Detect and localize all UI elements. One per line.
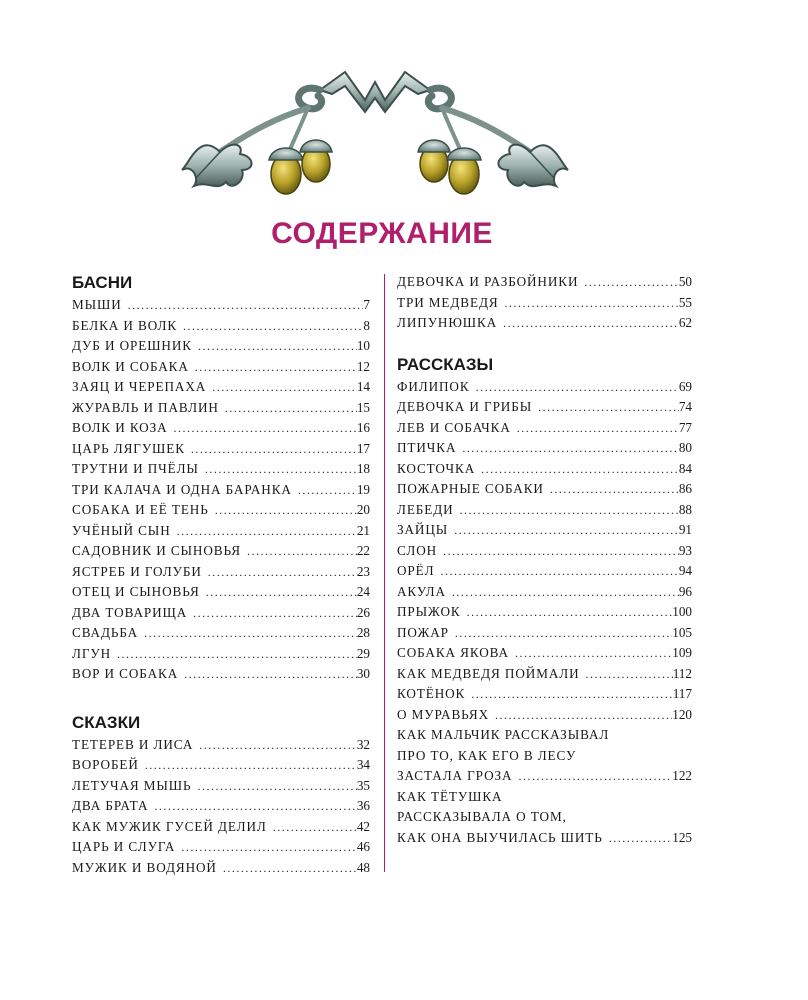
toc-entry-title: ОТЕЦ И СЫНОВЬЯ <box>72 584 200 599</box>
toc-entry-page: 100 <box>672 604 692 619</box>
dot-leader <box>223 858 357 879</box>
dot-leader <box>181 837 356 858</box>
toc-entry-title: ЛИПУНЮШКА <box>397 315 498 330</box>
toc-entry[interactable] <box>397 623 692 644</box>
toc-entry-title: ЛЕТУЧАЯ МЫШЬ <box>72 777 192 793</box>
toc-entry[interactable] <box>72 562 370 583</box>
toc-entry-title: ОРЁЛ <box>397 563 435 578</box>
toc-entry-title: ПОЖАРНЫЕ СОБАКИ <box>397 481 544 496</box>
toc-entry-title: ВОРОБЕЙ <box>72 757 139 772</box>
toc-entry-page: 125 <box>672 829 692 845</box>
dot-leader <box>215 500 357 521</box>
dot-leader <box>197 776 356 797</box>
dot-leader <box>609 828 672 849</box>
dot-leader <box>452 582 679 603</box>
toc-entry-title: ПОЖАР <box>397 624 449 640</box>
toc-entry-title: МУЖИК И ВОДЯНОЙ <box>72 859 217 875</box>
dot-leader <box>481 459 679 480</box>
toc-entry-title: ЛГУН <box>72 645 112 661</box>
toc-entry-page: 23 <box>356 563 370 579</box>
acorn-ornament-icon <box>180 52 570 202</box>
toc-entry-page: 17 <box>356 440 370 456</box>
dot-leader <box>212 377 357 398</box>
column-divider <box>384 274 385 872</box>
dot-leader <box>144 623 357 644</box>
section-heading-stories: РАССКАЗЫ <box>397 354 494 374</box>
toc-entry-title: САДОВНИК И СЫНОВЬЯ <box>72 543 241 558</box>
dot-leader <box>471 684 672 705</box>
toc-entry[interactable] <box>72 603 370 624</box>
toc-entry-title: МЫШИ <box>72 297 122 312</box>
toc-entry-title: О МУРАВЬЯХ <box>397 706 490 722</box>
toc-entry-page: 29 <box>356 645 370 661</box>
toc-entry-title: ЛЕБЕДИ <box>397 501 454 517</box>
toc-entry-title: УЧЁНЫЙ СЫН <box>72 522 171 538</box>
dot-leader <box>117 644 357 665</box>
dot-leader <box>538 397 679 418</box>
toc-entry-multiline[interactable] <box>397 787 692 849</box>
toc-entry[interactable] <box>72 357 370 378</box>
toc-entry-page: 7 <box>363 297 370 312</box>
dot-leader <box>225 398 357 419</box>
toc-entry-title: ДЕВОЧКА И ГРИБЫ <box>397 399 533 414</box>
toc-entry[interactable] <box>72 664 370 685</box>
dot-leader <box>517 418 679 439</box>
toc-entry-page: 120 <box>672 706 692 722</box>
toc-entry-title: СВАДЬБА <box>72 625 139 640</box>
toc-entry-title: ФИЛИПОК <box>397 378 470 394</box>
toc-entry-title: СОБАКА ЯКОВА <box>397 645 509 660</box>
toc-entry-page: 112 <box>672 665 692 681</box>
toc-entry-page: 18 <box>356 461 370 476</box>
toc-entry[interactable] <box>72 398 370 419</box>
section-heading-tales: СКАЗКИ <box>72 712 141 732</box>
toc-entry-page: 30 <box>356 666 370 681</box>
toc-entry[interactable] <box>72 817 370 838</box>
toc-entry[interactable] <box>72 336 370 357</box>
toc-entry[interactable] <box>72 837 370 858</box>
dot-leader <box>195 357 357 378</box>
toc-entry[interactable] <box>397 582 692 603</box>
dot-leader <box>550 479 679 500</box>
toc-entry[interactable] <box>72 644 370 665</box>
toc-entry-title: ЖУРАВЛЬ И ПАВЛИН <box>72 399 219 415</box>
toc-entry[interactable] <box>72 500 370 521</box>
dot-leader <box>183 316 363 337</box>
toc-entry-page: 36 <box>356 798 370 813</box>
page-title: СОДЕРЖАНИЕ <box>271 217 493 250</box>
toc-entry[interactable] <box>72 316 370 337</box>
stories-multiline-list <box>397 725 692 848</box>
toc-entry[interactable] <box>72 755 370 776</box>
toc-entry-title: ВОР И СОБАКА <box>72 666 179 681</box>
dot-leader <box>515 643 672 664</box>
toc-entry-page: 91 <box>678 522 692 537</box>
toc-entry[interactable] <box>397 684 692 705</box>
dot-leader <box>503 313 679 334</box>
dot-leader <box>467 602 673 623</box>
toc-entry-title: ЯСТРЕБ И ГОЛУБИ <box>72 563 202 579</box>
toc-entry-title: СОБАКА И ЕЁ ТЕНЬ <box>72 502 209 517</box>
toc-entry-title: КАК ОНА ВЫУЧИЛАСЬ ШИТЬ <box>397 829 603 845</box>
toc-entry[interactable] <box>72 796 370 817</box>
toc-entry-page: 21 <box>356 522 370 538</box>
dot-leader <box>460 500 679 521</box>
toc-entry[interactable] <box>72 582 370 603</box>
toc-entry-page: 62 <box>678 315 692 330</box>
toc-entry-multiline[interactable] <box>397 725 692 787</box>
tales-continued-list <box>397 272 692 334</box>
dot-leader <box>518 766 672 787</box>
toc-entry-page: 96 <box>678 583 692 599</box>
toc-entry-title: ЗАСТАЛА ГРОЗА <box>397 768 513 783</box>
dot-leader <box>191 439 357 460</box>
toc-entry-page: 20 <box>356 502 370 517</box>
toc-entry-title-line: РАССКАЗЫВАЛА О ТОМ, <box>397 809 567 824</box>
dot-leader <box>193 603 357 624</box>
toc-entry-page: 10 <box>356 338 370 353</box>
dot-leader <box>476 377 679 398</box>
dot-leader <box>298 480 357 501</box>
toc-entry[interactable] <box>72 623 370 644</box>
toc-entry-page: 46 <box>356 839 370 854</box>
toc-entry-page: 12 <box>356 358 370 374</box>
toc-entry-page: 32 <box>356 736 370 752</box>
toc-entry-page: 84 <box>678 460 692 476</box>
toc-entry[interactable] <box>72 295 370 316</box>
toc-entry-page: 48 <box>356 859 370 875</box>
dot-leader <box>455 623 672 644</box>
dot-leader <box>177 521 357 542</box>
toc-entry[interactable] <box>72 480 370 501</box>
toc-entry[interactable] <box>397 828 692 849</box>
toc-entry-page: 69 <box>678 378 692 394</box>
toc-entry-title: ДУБ И ОРЕШНИК <box>72 338 192 353</box>
toc-entry[interactable] <box>72 858 370 879</box>
toc-entry-page: 77 <box>678 419 692 435</box>
toc-entry-title: ВОЛК И КОЗА <box>72 420 168 435</box>
toc-entry-page: 26 <box>356 604 370 620</box>
toc-entry-page: 86 <box>678 481 692 496</box>
toc-entry-title: СЛОН <box>397 542 438 558</box>
stories-list <box>397 377 692 726</box>
toc-column-right <box>397 272 692 848</box>
toc-entry-page: 28 <box>356 625 370 640</box>
toc-entry-page: 16 <box>356 420 370 435</box>
toc-entry[interactable] <box>397 766 692 787</box>
toc-entry[interactable] <box>397 459 692 480</box>
toc-entry-title: ЗАЯЦ И ЧЕРЕПАХА <box>72 379 207 394</box>
toc-entry-page: 14 <box>356 379 370 394</box>
toc-entry-page: 34 <box>356 757 370 772</box>
toc-entry-title: КОТЁНОК <box>397 686 466 701</box>
section-heading-fables: БАСНИ <box>72 273 133 292</box>
toc-entry[interactable] <box>397 293 692 314</box>
toc-entry[interactable] <box>397 602 692 623</box>
toc-entry-title: ПРЫЖОК <box>397 604 461 619</box>
toc-entry-page: 42 <box>356 818 370 834</box>
toc-entry[interactable] <box>72 735 370 756</box>
toc-entry[interactable] <box>397 643 692 664</box>
toc-entry-title: ДВА БРАТА <box>72 798 149 813</box>
toc-entry-page: 22 <box>356 543 370 558</box>
toc-entry-title: ТРУТНИ И ПЧЁЛЫ <box>72 461 199 476</box>
toc-entry-title: ЦАРЬ ЛЯГУШЕК <box>72 440 185 456</box>
dot-leader <box>443 541 679 562</box>
toc-entry-title: АКУЛА <box>397 583 446 599</box>
toc-column-left <box>72 268 370 878</box>
toc-entry[interactable] <box>397 479 692 500</box>
toc-entry-page: 109 <box>672 645 692 660</box>
toc-entry-title: КАК МЕДВЕДЯ ПОЙМАЛИ <box>397 665 580 681</box>
dot-leader <box>154 796 356 817</box>
toc-entry-title: ЗАЙЦЫ <box>397 522 449 537</box>
toc-entry-title-line: КАК МАЛЬЧИК РАССКАЗЫВАЛ <box>397 727 610 742</box>
toc-entry[interactable] <box>397 272 692 293</box>
toc-entry-page: 24 <box>356 584 370 599</box>
toc-entry-page: 117 <box>672 686 692 701</box>
toc-entry[interactable] <box>397 561 692 582</box>
tales-list <box>72 735 370 879</box>
dot-leader <box>184 664 357 685</box>
toc-entry[interactable] <box>72 459 370 480</box>
fables-list <box>72 295 370 685</box>
dot-leader <box>273 817 357 838</box>
toc-entry[interactable] <box>397 418 692 439</box>
toc-entry[interactable] <box>397 705 692 726</box>
dot-leader <box>586 664 673 685</box>
toc-entry[interactable] <box>397 541 692 562</box>
toc-entry[interactable] <box>72 418 370 439</box>
toc-entry[interactable] <box>72 377 370 398</box>
toc-entry-page: 93 <box>678 542 692 558</box>
toc-entry[interactable] <box>72 521 370 542</box>
toc-entry-page: 55 <box>678 294 692 310</box>
toc-entry-title-line: ПРО ТО, КАК ЕГО В ЛЕСУ <box>397 747 577 763</box>
dot-leader <box>205 459 357 480</box>
toc-entry-page: 105 <box>672 624 692 640</box>
toc-entry-page: 94 <box>678 563 692 578</box>
dot-leader <box>145 755 357 776</box>
dot-leader <box>584 272 678 293</box>
toc-entry-title: КАК МУЖИК ГУСЕЙ ДЕЛИЛ <box>72 818 267 834</box>
toc-entry[interactable] <box>397 377 692 398</box>
toc-entry-title: ЦАРЬ И СЛУГА <box>72 839 176 854</box>
dot-leader <box>247 541 357 562</box>
toc-entry[interactable] <box>72 541 370 562</box>
toc-entry[interactable] <box>397 500 692 521</box>
dot-leader <box>454 520 679 541</box>
toc-entry-page: 15 <box>356 399 370 415</box>
toc-entry-title: ВОЛК И СОБАКА <box>72 358 189 374</box>
toc-entry-page: 50 <box>678 274 692 289</box>
dot-leader <box>128 295 364 316</box>
toc-entry-title: ПТИЧКА <box>397 440 457 455</box>
toc-entry-title: ДЕВОЧКА И РАЗБОЙНИКИ <box>397 274 579 289</box>
dot-leader <box>462 438 678 459</box>
dot-leader <box>174 418 357 439</box>
dot-leader <box>208 562 357 583</box>
toc-entry-title: ТЕТЕРЕВ И ЛИСА <box>72 736 194 752</box>
toc-entry-title: КОСТОЧКА <box>397 460 476 476</box>
toc-entry-title: ЛЕВ И СОБАЧКА <box>397 419 511 435</box>
toc-entry-page: 19 <box>356 481 370 497</box>
dot-leader <box>440 561 678 582</box>
toc-entry[interactable] <box>397 664 692 685</box>
toc-entry-page: 122 <box>672 768 692 783</box>
toc-entry-page: 35 <box>356 777 370 793</box>
toc-entry[interactable] <box>397 438 692 459</box>
toc-entry-page: 88 <box>678 501 692 517</box>
toc-entry[interactable] <box>397 397 692 418</box>
dot-leader <box>199 735 357 756</box>
dot-leader <box>206 582 357 603</box>
toc-entry-page: 74 <box>678 399 692 414</box>
toc-entry-title: ТРИ КАЛАЧА И ОДНА БАРАНКА <box>72 481 292 497</box>
dot-leader <box>505 293 679 314</box>
toc-entry-title-line: КАК ТЁТУШКА <box>397 788 503 804</box>
toc-entry-page: 80 <box>678 440 692 455</box>
toc-entry-page: 8 <box>363 317 370 333</box>
toc-entry[interactable] <box>72 776 370 797</box>
toc-entry[interactable] <box>397 313 692 334</box>
toc-entry[interactable] <box>72 439 370 460</box>
dot-leader <box>198 336 357 357</box>
toc-entry-title: БЕЛКА И ВОЛК <box>72 317 178 333</box>
toc-entry[interactable] <box>397 520 692 541</box>
dot-leader <box>495 705 672 726</box>
toc-entry-title: ДВА ТОВАРИЩА <box>72 604 188 620</box>
toc-entry-title: ТРИ МЕДВЕДЯ <box>397 294 499 310</box>
